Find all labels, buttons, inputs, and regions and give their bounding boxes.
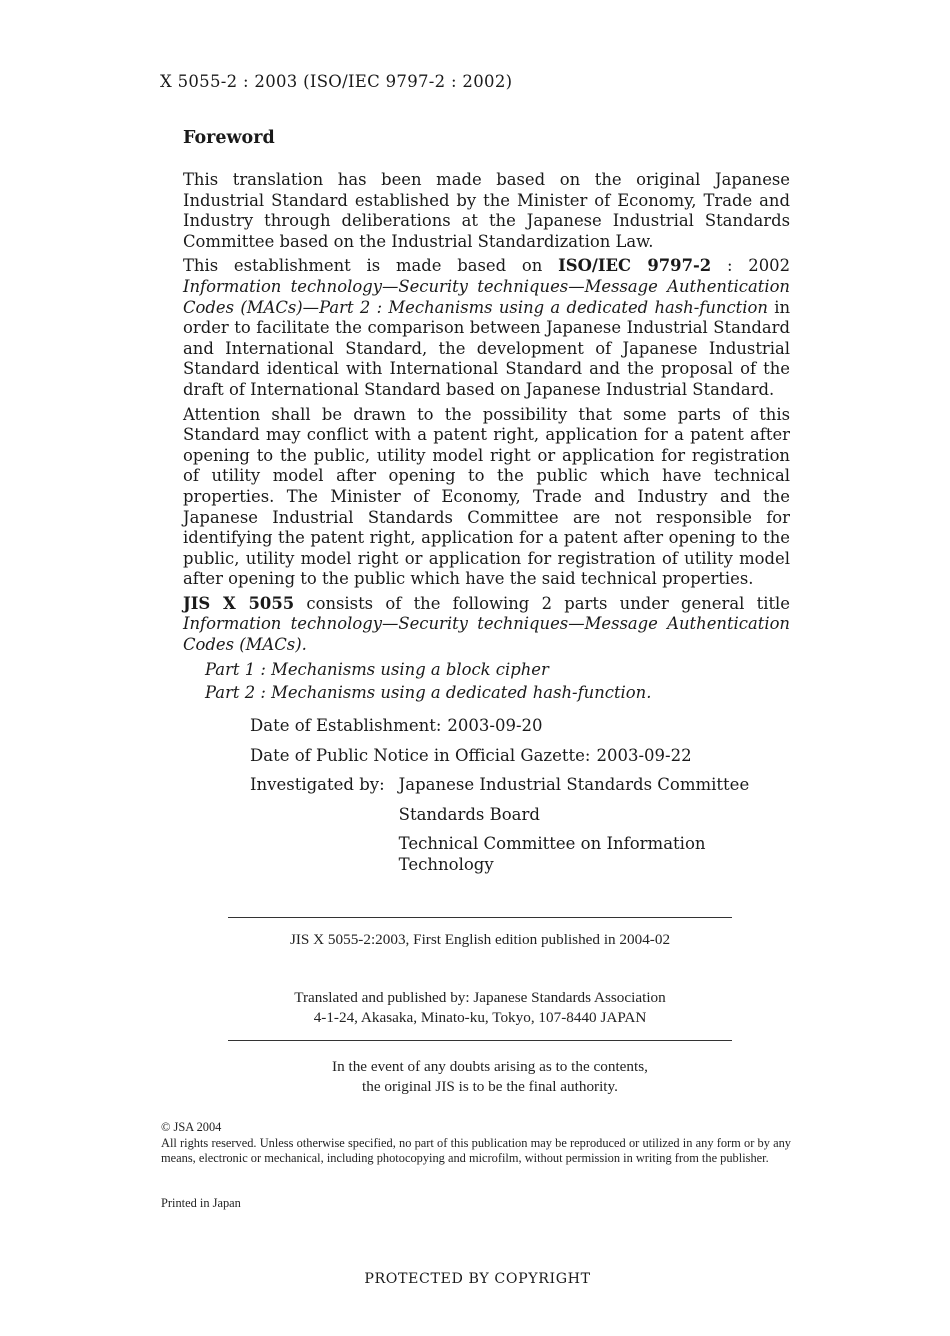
investigated-by-values <box>399 775 750 884</box>
divider-top <box>228 917 732 918</box>
copyright-notice: © JSA 2004 <box>161 1120 222 1134</box>
investigated-by-label: Investigated by: <box>250 775 385 794</box>
p2-text-c: : 2002 <box>711 256 791 276</box>
establishment-date-value: 2003-09-20 <box>447 716 543 735</box>
gazette-date-row <box>250 746 749 767</box>
part-1-item: Part 1 : Mechanisms using a block cipher <box>205 659 549 679</box>
gazette-date-label: Date of Public Notice in Official Gazette: <box>250 745 591 765</box>
publisher-line-2: 4-1-24, Akasaka, Minato-ku, Tokyo, 107-8440 JAPAN <box>313 1009 647 1026</box>
p4-general-title: Information technology—Security techniques—Message Authentication Codes (MACs). <box>183 614 790 655</box>
divider-bottom <box>228 1040 732 1041</box>
investigator-2: Standards Board <box>398 804 540 824</box>
p2-text-a: This establishment is made based on <box>183 256 559 276</box>
investigator-3: Technical Committee on Information <box>398 834 706 853</box>
protected-footer: PROTECTED BY COPYRIGHT <box>364 1271 591 1287</box>
foreword-body <box>183 170 790 704</box>
p2-iso-title: Information technology—Security techniques—Message Authentication Codes (MACs)—Part 2 : Mechanisms using a dedicated hash-function <box>183 276 790 317</box>
p4-jis-ref: JIS X 5055 <box>183 593 295 613</box>
p4-text-b: consists of the following 2 parts under general title <box>294 593 790 613</box>
edition-line: JIS X 5055-2:2003, First English edition published in 2004-02 <box>289 931 671 948</box>
foreword-paragraph-2 <box>183 256 790 400</box>
investigator-1: Japanese Industrial Standards Committee <box>398 775 750 794</box>
publisher-line-1: Translated and published by: Japanese Standards Association <box>294 989 666 1006</box>
establishment-info <box>250 716 749 893</box>
foreword-paragraph-1: This translation has been made based on the original Japanese Industrial Standard established by the Minister of Economy, Trade and Industry through deliberations at the Japanese Industrial Standards Committee based on the Industrial Standardization Law. <box>183 170 790 251</box>
p2-iso-ref: ISO/IEC 9797-2 <box>558 256 712 276</box>
parts-list <box>205 658 790 704</box>
gazette-date-value: 2003-09-22 <box>596 745 692 765</box>
authority-note <box>180 1057 800 1097</box>
p2-text-e: in order to facilitate the comparison between Japanese Industrial Standard and International Standard, the development of Japanese Industrial Standard identical with International Standard and the proposal of the draft of International Standard based on Japanese Industrial Standard. <box>183 297 791 399</box>
copyright-text: All rights reserved. Unless otherwise specified, no part of this publication may be reproduced or utilized in any form or by any means, electronic or mechanical, including photocopying and microfilm, without permission in writing from the publisher. <box>161 1135 791 1166</box>
establishment-date-row <box>250 716 749 737</box>
document-header: X 5055-2 : 2003 (ISO/IEC 9797-2 : 2002) <box>160 72 513 91</box>
publisher-block <box>180 988 780 1028</box>
foreword-paragraph-4 <box>183 594 790 656</box>
establishment-date-label: Date of Establishment: <box>250 716 442 735</box>
part-2-item: Part 2 : Mechanisms using a dedicated hash-function. <box>205 682 652 702</box>
investigator-3-cont: Technology <box>398 854 494 874</box>
authority-line-2: the original JIS is to be the final authority. <box>362 1078 618 1095</box>
copyright-block <box>161 1120 791 1167</box>
authority-line-1: In the event of any doubts arising as to the contents, <box>332 1058 648 1075</box>
investigated-by-row <box>250 775 749 884</box>
foreword-title: Foreword <box>183 128 275 148</box>
foreword-paragraph-3: Attention shall be drawn to the possibility that some parts of this Standard may conflict with a patent right, application for a patent after opening to the public, utility model right or application for registration of utility model after opening to the public which have technical properties. The Minister of Economy, Trade and Industry and the Japanese Industrial Standards Committee are not responsible for identifying the patent right, application for a patent after opening to the public, utility model right or application for registration of utility model after opening to the public which have the said technical properties. <box>183 404 790 589</box>
printed-in: Printed in Japan <box>161 1196 241 1210</box>
